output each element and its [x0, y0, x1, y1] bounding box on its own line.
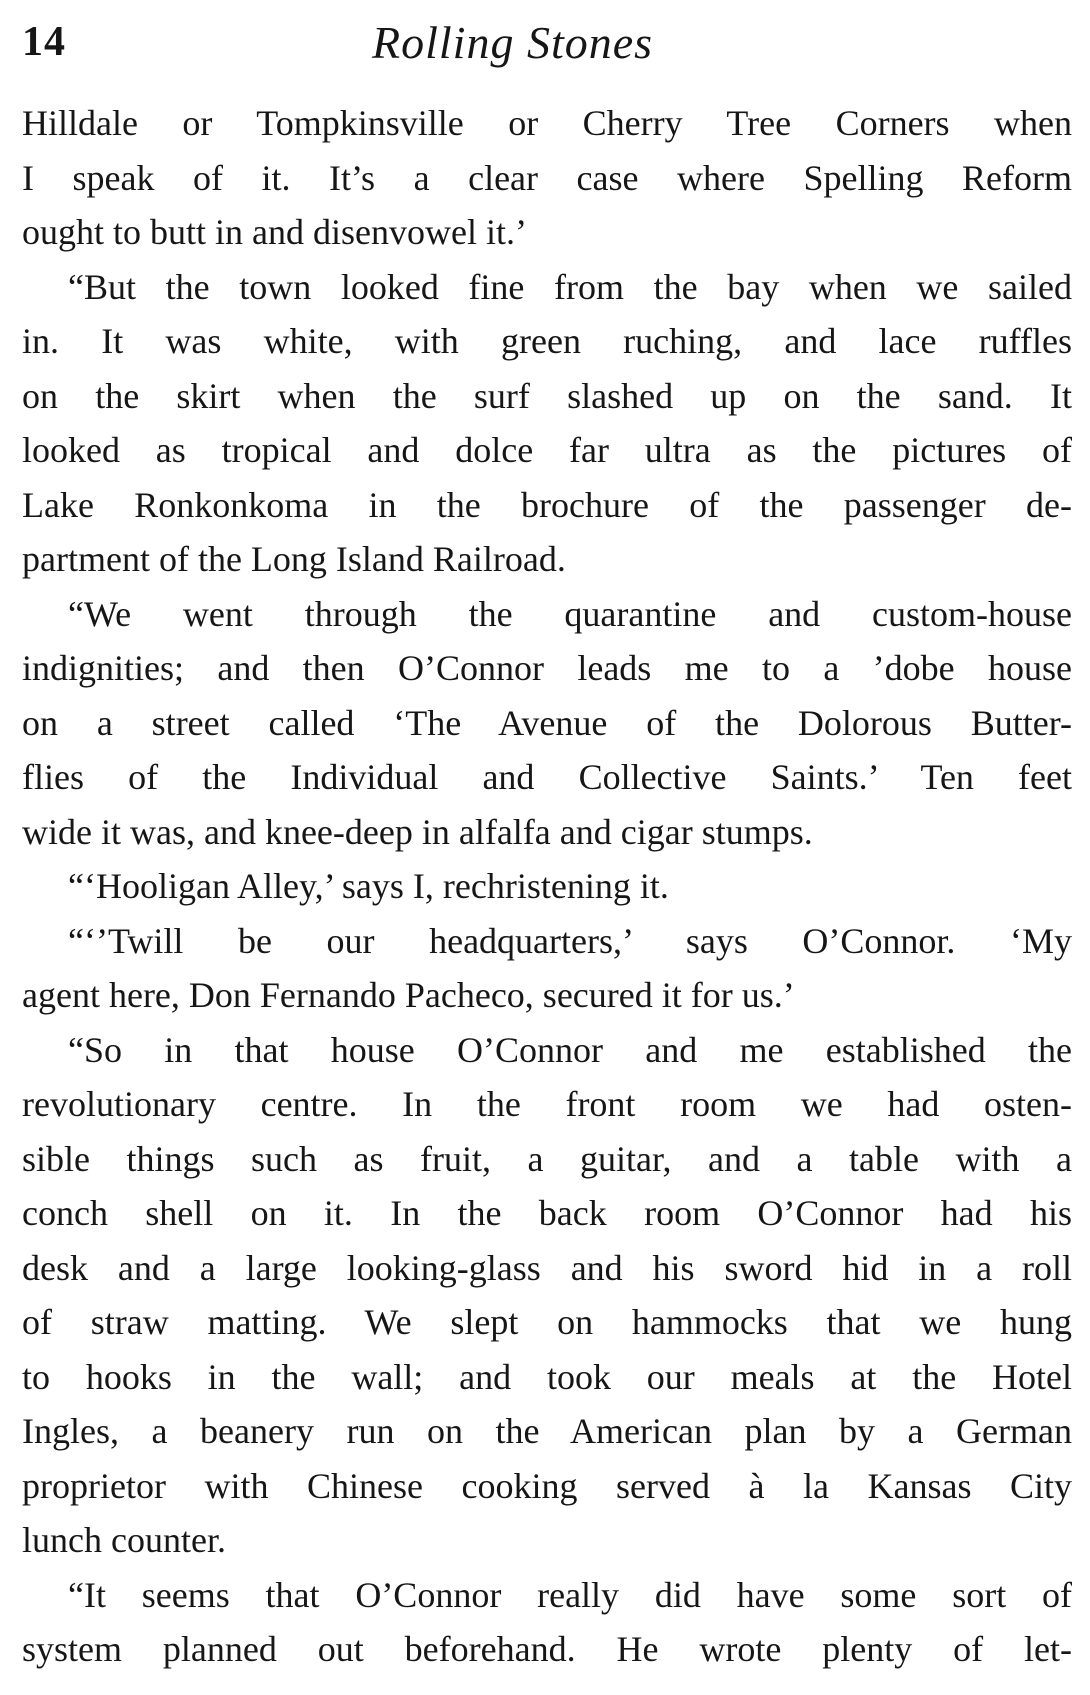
- text-line: flies of the Individual and Collective Saints.’ Ten feet: [22, 757, 1072, 797]
- text-line: on the skirt when the surf slashed up on the sand. It: [22, 375, 1072, 416]
- body-text: [22, 96, 1072, 1677]
- text-line: system planned out beforehand. He wrote plenty of let-: [22, 1629, 1072, 1669]
- page-number: 14: [22, 19, 66, 65]
- text-line: conch shell on it. In the back room O’Connor had his: [22, 1193, 1072, 1233]
- text-line: agent here, Don Fernando Pacheco, secured it for us.’: [22, 975, 795, 1015]
- text-line: wide it was, and knee-deep in alfalfa and cigar stumps.: [22, 811, 813, 852]
- text-line: Lake Ronkonkoma in the brochure of the passenger de-: [22, 484, 1072, 525]
- text-line: lunch counter.: [22, 1520, 226, 1560]
- text-line: “‘Hooligan Alley,’ says I, rechristening it.: [68, 866, 669, 906]
- text-line: revolutionary centre. In the front room we had osten-: [22, 1084, 1072, 1124]
- text-line: ought to butt in and disenvowel it.’: [22, 212, 527, 252]
- text-line: of straw matting. We slept on hammocks that we hung: [22, 1302, 1072, 1342]
- text-line: “So in that house O’Connor and me established the: [68, 1029, 1072, 1070]
- running-title: Rolling Stones: [372, 17, 654, 68]
- text-line: “We went through the quarantine and custom-house: [68, 593, 1072, 634]
- text-line: proprietor with Chinese cooking served à la Kansas City: [22, 1465, 1072, 1506]
- page-header: [22, 10, 1072, 80]
- text-line: Hilldale or Tompkinsville or Cherry Tree Corners when: [22, 103, 1072, 143]
- text-line: in. It was white, with green ruching, and lace ruffles: [22, 321, 1072, 361]
- text-line: I speak of it. It’s a clear case where Spelling Reform: [22, 157, 1072, 198]
- text-line: “But the town looked fine from the bay when we sailed: [68, 266, 1072, 307]
- text-line: partment of the Long Island Railroad.: [22, 539, 566, 579]
- text-line: looked as tropical and dolce far ultra as the pictures of: [22, 430, 1072, 470]
- text-line: indignities; and then O’Connor leads me to a ’dobe house: [22, 648, 1072, 688]
- text-line: “It seems that O’Connor really did have some sort of: [68, 1574, 1072, 1615]
- text-line: Ingles, a beanery run on the American plan by a German: [22, 1411, 1072, 1451]
- text-line: on a street called ‘The Avenue of the Dolorous Butter-: [22, 702, 1072, 743]
- text-line: to hooks in the wall; and took our meals at the Hotel: [22, 1356, 1072, 1397]
- text-line: desk and a large looking-glass and his sword hid in a roll: [22, 1247, 1072, 1288]
- text-line: “‘’Twill be our headquarters,’ says O’Connor. ‘My: [68, 920, 1072, 961]
- text-line: sible things such as fruit, a guitar, and a table with a: [22, 1138, 1072, 1179]
